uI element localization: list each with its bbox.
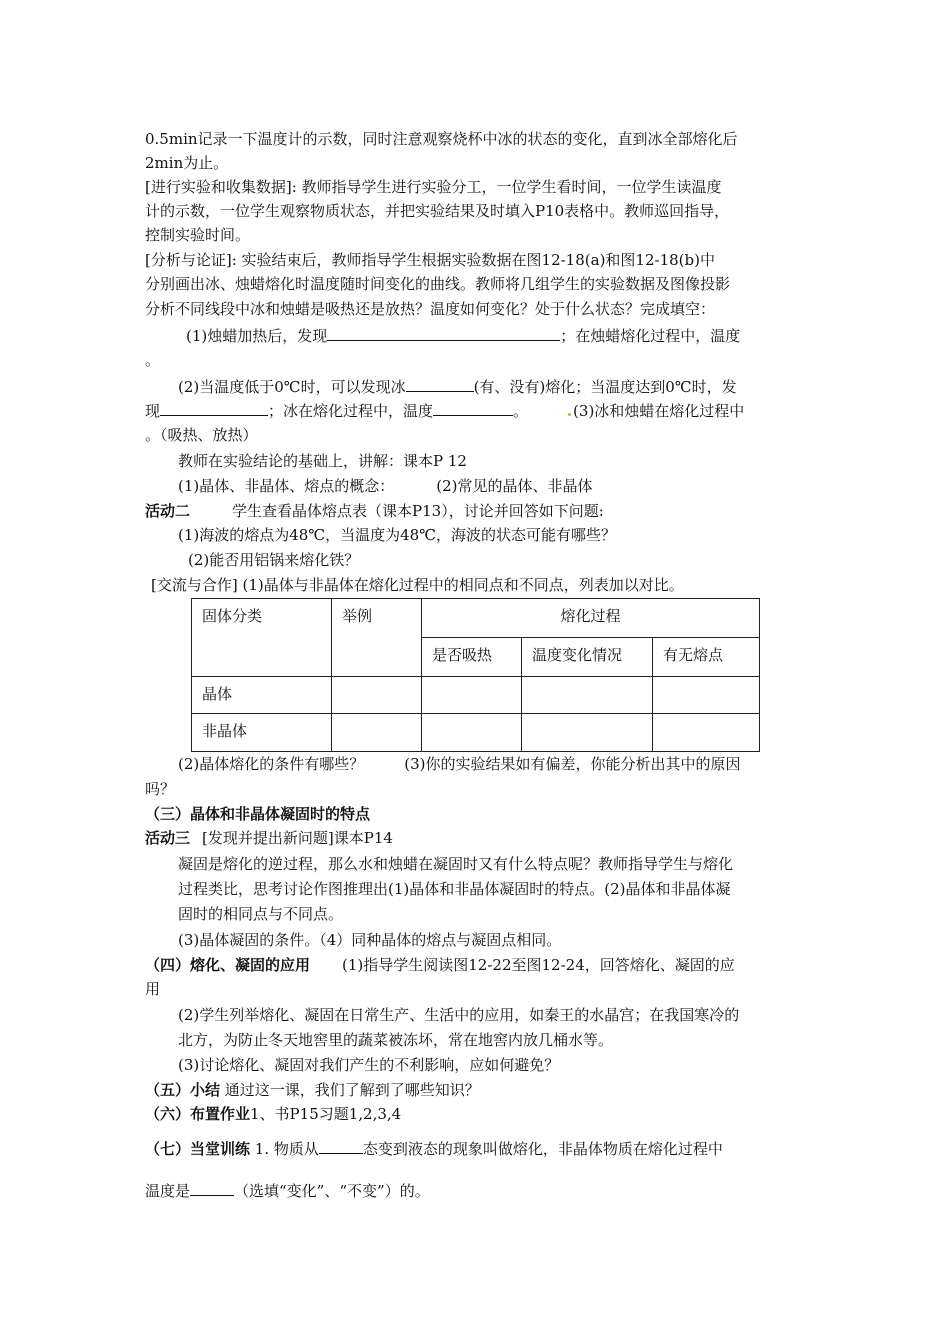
section-heading: （四）熔化、凝固的应用 [145, 956, 311, 974]
text-line: 过程类比，思考讨论作图推理出(1)晶体和非晶体凝固时的特点。(2)晶体和非晶体凝 [178, 880, 731, 898]
table-header: 举例 [332, 599, 422, 677]
text-line [145, 400, 810, 422]
text-line: (2)能否用铝锅来熔化铁？ [188, 551, 360, 569]
fill-blank[interactable] [433, 400, 513, 416]
text-line [145, 827, 810, 849]
comparison-table [191, 598, 760, 752]
text-segment: （选填“变化”、“不变”）的。 [234, 1182, 430, 1200]
text-line: (2)学生列举熔化、凝固在日常生产、生活中的应用，如秦王的水晶宫；在我国寒冷的 [178, 1006, 740, 1024]
activity-heading: 活动三 [145, 829, 191, 847]
fill-blank[interactable] [319, 1138, 363, 1154]
text-segment: ；在烛蜡熔化过程中，温度 [560, 327, 741, 345]
text-segment: (1)指导学生阅读图12-22至图12-24，回答熔化、凝固的应 [342, 956, 735, 974]
activity-heading: 活动二 [145, 502, 191, 520]
text-line [145, 1103, 810, 1125]
text-segment: [发现并提出新问题]课本P14 [202, 829, 393, 847]
text-line: [交流与合作] (1)晶体与非晶体在熔化过程中的相同点和不同点，列表加以对比。 [151, 576, 684, 594]
mark-dot [568, 413, 571, 416]
text-segment: (2)当温度低于0℃时，可以发现冰 [178, 378, 406, 396]
table-row [192, 677, 760, 714]
text-line: (3)讨论熔化、凝固对我们产生的不利影响，应如何避免？ [178, 1056, 560, 1074]
text-line: 吗？ [145, 780, 176, 798]
text-line [145, 500, 810, 522]
text-line: [进行实验和收集数据]: 教师指导学生进行实验分工，一位学生看时间，一位学生读温度 [145, 178, 722, 196]
text-line: 2min为止。 [145, 154, 229, 172]
section-heading: （三）晶体和非晶体凝固时的特点 [145, 805, 371, 823]
text-segment: 学生查看晶体熔点表（课本P13），讨论并回答如下问题: [232, 502, 604, 520]
text-line [145, 1138, 810, 1160]
text-segment: (3)冰和烛蜡在熔化过程中 [573, 402, 745, 420]
text-segment: 1. 物质从 [254, 1140, 319, 1158]
fill-blank[interactable] [190, 1180, 234, 1196]
text-line: 控制实验时间。 [145, 226, 251, 244]
table-header: 温度变化情况 [522, 638, 653, 677]
table-cell: 晶体 [192, 677, 332, 714]
text-line [186, 325, 851, 347]
text-segment: (2)常见的晶体、非晶体 [436, 477, 593, 495]
text-line [145, 1079, 810, 1101]
text-line: 0.5min记录一下温度计的示数，同时注意观察烧杯中冰的状态的变化，直到冰全部熔化后 [145, 130, 738, 148]
text-segment: ；冰在熔化过程中，温度 [268, 402, 434, 420]
text-segment: (有、没有)熔化；当温度达到0℃时，发 [473, 378, 737, 396]
table-cell[interactable] [653, 677, 760, 714]
text-segment: (1)晶体、非晶体、熔点的概念： [178, 477, 395, 495]
fill-blank[interactable] [327, 325, 560, 341]
table-header: 有无熔点 [653, 638, 760, 677]
table-header: 是否吸热 [422, 638, 522, 677]
text-line: 计的示数，一位学生观察物质状态，并把实验结果及时填入P10表格中。教师巡回指导， [145, 202, 730, 220]
text-segment: 。 [513, 402, 529, 420]
text-segment: (1)烛蜡加热后，发现 [186, 327, 328, 345]
text-line [178, 475, 843, 497]
table-header: 固体分类 [192, 599, 332, 677]
table-cell[interactable] [422, 677, 522, 714]
table-cell[interactable] [422, 714, 522, 752]
text-segment: 现 [145, 402, 161, 420]
text-line: 固时的相同点与不同点。 [178, 905, 344, 923]
text-line: (3)晶体凝固的条件。（4）同种晶体的熔点与凝固点相同。 [178, 931, 562, 949]
text-line: 北方，为防止冬天地窖里的蔬菜被冻坏，常在地窖内放几桶水等。 [178, 1031, 614, 1049]
section-heading: （七）当堂训练 [145, 1140, 251, 1158]
text-line: 。（吸热、放热） [145, 426, 258, 444]
text-line: 用 [145, 980, 161, 998]
fill-blank[interactable] [406, 376, 474, 392]
section-heading: （六）布置作业 [145, 1105, 251, 1123]
section-heading: （五）小结 [145, 1081, 221, 1099]
text-line [145, 1180, 810, 1202]
text-line: [分析与论证]: 实验结束后，教师指导学生根据实验数据在图12-18(a)和图12-18(b)中 [145, 251, 715, 269]
text-line [145, 954, 810, 976]
text-line: 教师在实验结论的基础上，讲解：课本P 12 [178, 452, 467, 470]
table-cell[interactable] [522, 714, 653, 752]
table-cell[interactable] [653, 714, 760, 752]
text-segment: 温度是 [145, 1182, 191, 1200]
text-line: 凝固是熔化的逆过程，那么水和烛蜡在凝固时又有什么特点呢？教师指导学生与熔化 [178, 855, 734, 873]
table-cell[interactable] [522, 677, 653, 714]
text-segment: (2)晶体熔化的条件有哪些？ [178, 755, 365, 773]
table-cell: 非晶体 [192, 714, 332, 752]
text-line: 分别画出冰、烛蜡熔化时温度随时间变化的曲线。教师将几组学生的实验数据及图像投影 [145, 275, 731, 293]
text-segment: (3)你的实验结果如有偏差，你能分析出其中的原因 [404, 755, 741, 773]
table-cell[interactable] [332, 714, 422, 752]
text-line: 。 [145, 351, 161, 369]
table-row [192, 714, 760, 752]
text-line [178, 376, 843, 398]
text-segment: 通过这一课，我们了解到了哪些知识？ [224, 1081, 480, 1099]
table-header: 熔化过程 [422, 599, 760, 638]
text-segment: 态变到液态的现象叫做熔化，非晶体物质在熔化过程中 [362, 1140, 723, 1158]
text-segment: 1、书P15习题1,2,3,4 [250, 1105, 402, 1123]
text-line: (1)海波的熔点为48℃，当温度为48℃，海波的状态可能有哪些？ [178, 526, 616, 544]
text-line: 分析不同线段中冰和烛蜡是吸热还是放热？温度如何变化？处于什么状态？完成填空： [145, 300, 716, 318]
text-line [178, 753, 810, 775]
fill-blank[interactable] [160, 400, 268, 416]
table-cell[interactable] [332, 677, 422, 714]
